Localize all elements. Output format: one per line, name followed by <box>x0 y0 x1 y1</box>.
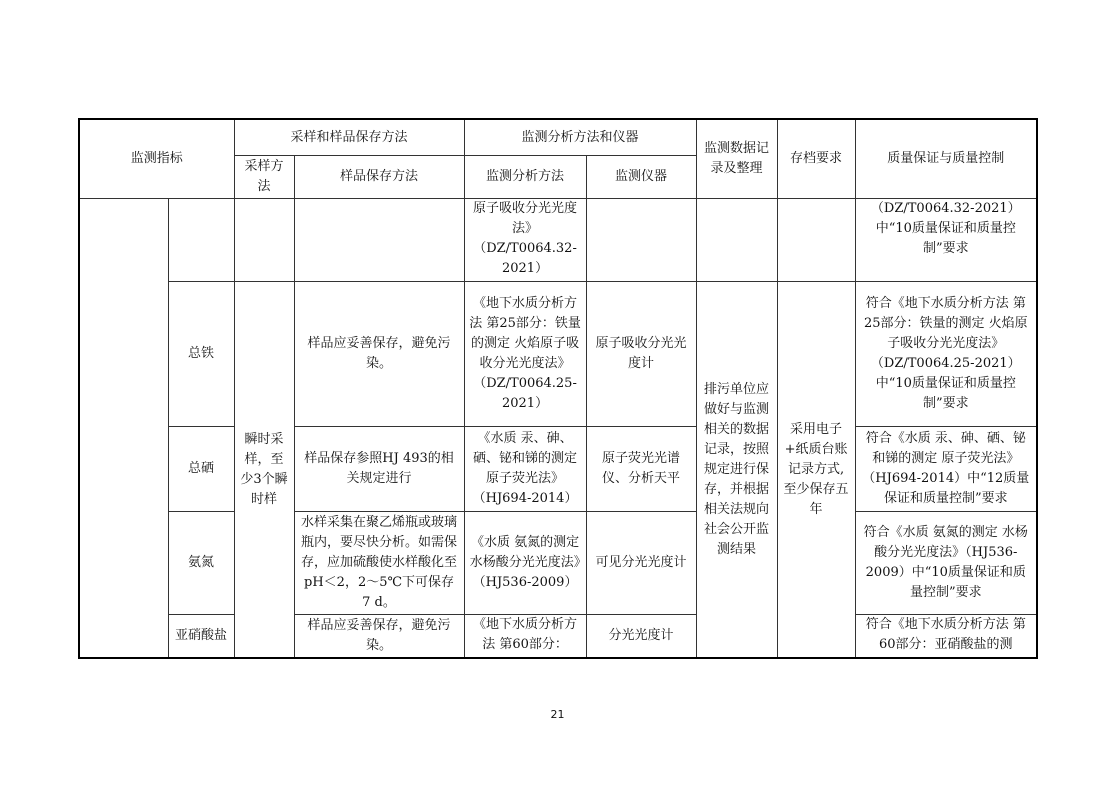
category-cell <box>79 199 168 659</box>
header-qa-qc: 质量保证与质量控制 <box>855 119 1037 199</box>
analysis-method-cell: 《水质 汞、砷、硒、铋和锑的测定 原子荧光法》（HJ694-2014） <box>464 427 586 512</box>
instrument-cell: 可见分光光度计 <box>586 512 696 615</box>
qa-qc-cell: 符合《水质 汞、砷、硒、铋和锑的测定 原子荧光法》（HJ694-2014）中“12质量保证和质量控制”要求 <box>855 427 1037 512</box>
sampling-method-merged: 瞬时采样，至少3个瞬时样 <box>234 282 294 659</box>
sampling-cell-empty <box>234 199 294 282</box>
preservation-cell: 样品保存参照HJ 493的相关规定进行 <box>294 427 464 512</box>
table-row <box>79 512 1037 615</box>
qa-qc-cell: 符合《地下水质分析方法 第25部分：铁量的测定 火焰原子吸收分光光度法》（DZ/T0064.25-2021）中“10质量保证和质量控制”要求 <box>855 282 1037 427</box>
instrument-cell: 原子荧光光谱仪、分析天平 <box>586 427 696 512</box>
table-row <box>79 199 1037 282</box>
instrument-cell <box>586 199 696 282</box>
archive-cell-empty <box>777 199 855 282</box>
data-record-merged: 排污单位应做好与监测相关的数据记录，按照规定进行保存，并根据相关法规向社会公开监测结果 <box>696 282 777 659</box>
instrument-cell: 原子吸收分光光度计 <box>586 282 696 427</box>
indicator-cell: 总硒 <box>168 427 234 512</box>
qa-qc-cell: （DZ/T0064.32-2021）中“10质量保证和质量控制”要求 <box>855 199 1037 282</box>
page-number: 21 <box>550 708 565 721</box>
analysis-method-cell: 《地下水质分析方法 第60部分： <box>464 615 586 659</box>
qa-qc-cell: 符合《地下水质分析方法 第60部分：亚硝酸盐的测 <box>855 615 1037 659</box>
table-row <box>79 427 1037 512</box>
header-preservation-method: 样品保存方法 <box>294 156 464 199</box>
header-analysis-method: 监测分析方法 <box>464 156 586 199</box>
archive-merged: 采用电子+纸质台账记录方式,至少保存五年 <box>777 282 855 659</box>
analysis-method-cell: 《地下水质分析方法 第25部分：铁量的测定 火焰原子吸收分光光度法》（DZ/T0064.25-2021） <box>464 282 586 427</box>
indicator-cell: 亚硝酸盐 <box>168 615 234 659</box>
analysis-method-cell: 《水质 氨氮的测定 水杨酸分光光度法》（HJ536-2009） <box>464 512 586 615</box>
header-archive: 存档要求 <box>777 119 855 199</box>
header-instrument: 监测仪器 <box>586 156 696 199</box>
header-sampling-method: 采样方法 <box>234 156 294 199</box>
header-sampling-group: 采样和样品保存方法 <box>234 119 464 156</box>
analysis-method-cell: 原子吸收分光光度法》（DZ/T0064.32-2021） <box>464 199 586 282</box>
data-record-cell-empty <box>696 199 777 282</box>
indicator-cell <box>168 199 234 282</box>
preservation-cell: 样品应妥善保存，避免污染。 <box>294 282 464 427</box>
qa-qc-cell: 符合《水质 氨氮的测定 水杨酸分光光度法》（HJ536-2009）中“10质量保证和质量控制”要求 <box>855 512 1037 615</box>
preservation-cell: 水样采集在聚乙烯瓶或玻璃瓶内，要尽快分析。如需保存，应加硫酸使水样酸化至 pH＜2，2～5℃下可保存 7 d。 <box>294 512 464 615</box>
indicator-cell: 氨氮 <box>168 512 234 615</box>
instrument-cell: 分光光度计 <box>586 615 696 659</box>
table-row <box>79 615 1037 659</box>
preservation-cell <box>294 199 464 282</box>
header-analysis-group: 监测分析方法和仪器 <box>464 119 696 156</box>
table-row <box>79 282 1037 427</box>
header-data-record: 监测数据记录及整理 <box>696 119 777 199</box>
indicator-cell: 总铁 <box>168 282 234 427</box>
preservation-cell: 样品应妥善保存，避免污染。 <box>294 615 464 659</box>
monitoring-table <box>78 118 1038 659</box>
header-indicator: 监测指标 <box>79 119 234 199</box>
